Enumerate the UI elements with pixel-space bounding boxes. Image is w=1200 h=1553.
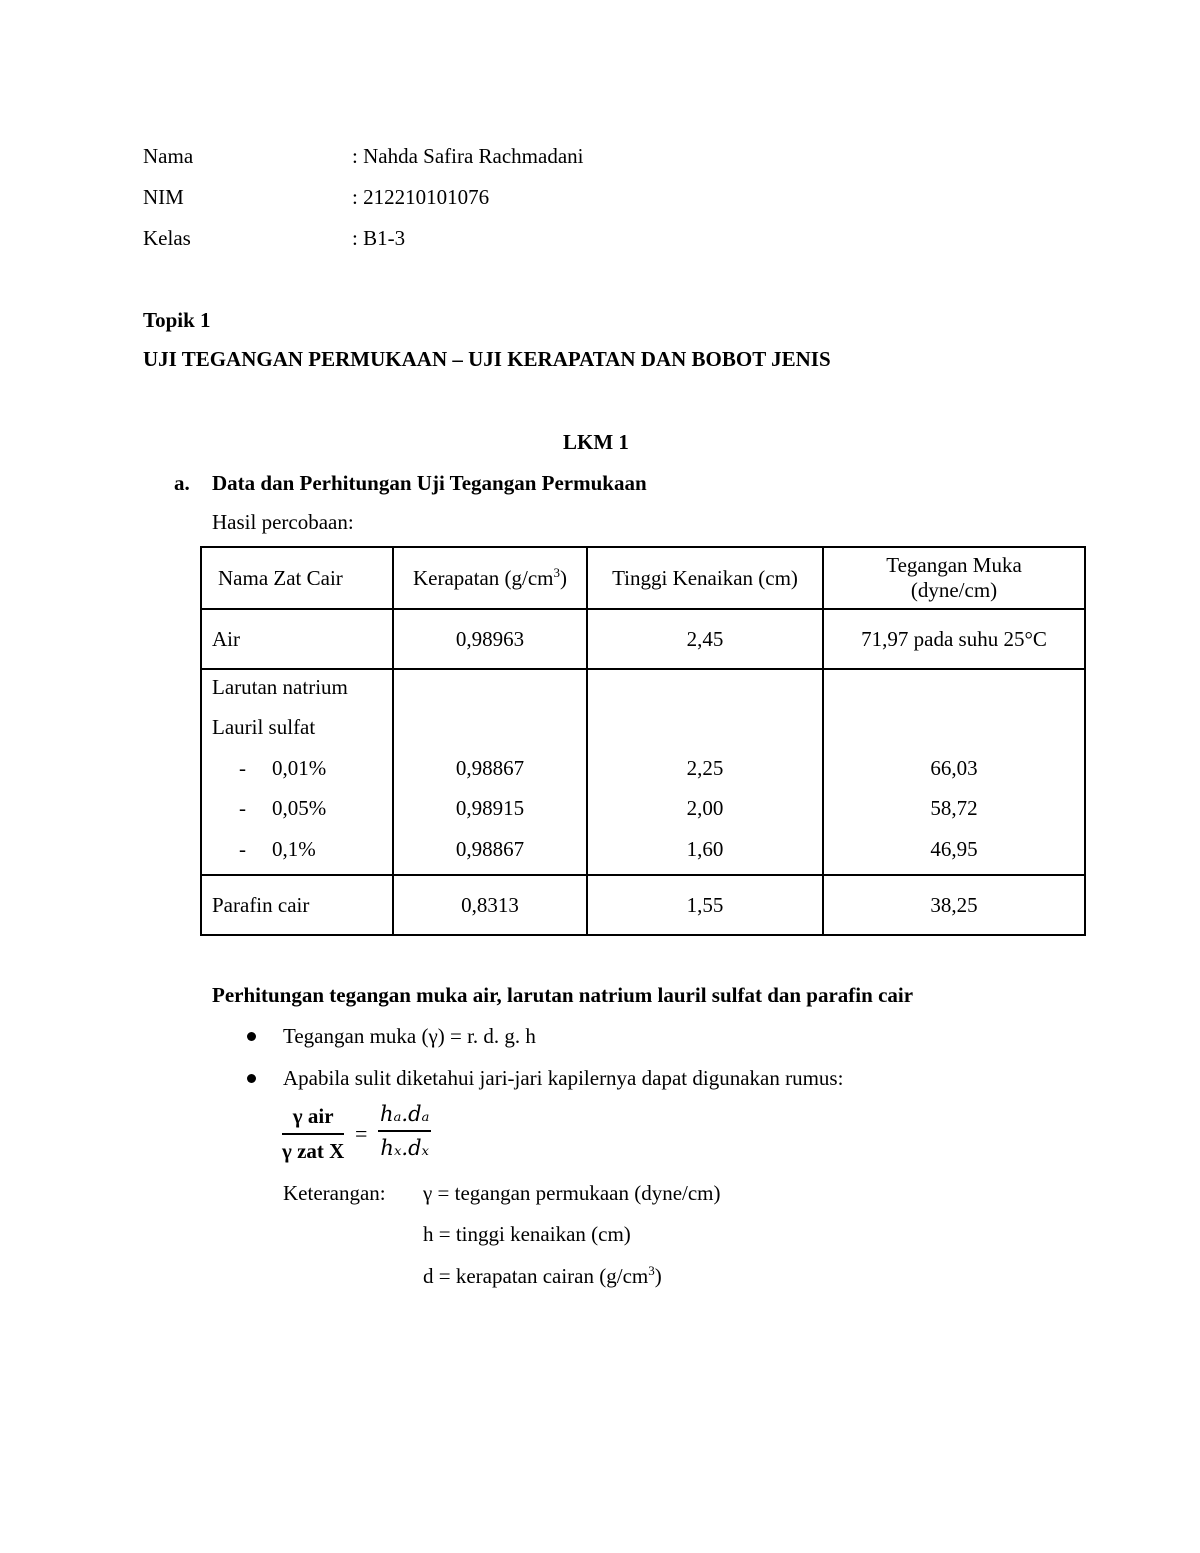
nim-value: : 212210101076 [352,185,490,209]
topic-label: Topik 1 [143,308,211,332]
table-row-parafin [201,875,1085,935]
nama-value: : Nahda Safira Rachmadani [352,144,584,168]
section-heading: Data dan Perhitungan Uji Tegangan Permukaan [212,471,647,495]
keterangan-gamma: γ = tegangan permukaan (dyne/cm) [423,1181,721,1205]
cell-density: 0,8313 [393,875,587,935]
bullet-icon [247,1074,256,1083]
fraction-h-d: $\frac{\text{hₐ.dₐ}}{\text{hₓ.dₓ}}$ [380,1102,430,1160]
kelas-label: Kelas [143,226,191,250]
cell-height: 1,55 [587,875,823,935]
formula-2-intro: Apabila sulit diketahui jari-jari kapilernya dapat digunakan rumus: [283,1066,844,1090]
formula-1: Tegangan muka (γ) = r. d. g. h [283,1024,536,1048]
table-row-nls [201,669,1085,875]
equals-sign: = [355,1121,368,1146]
table-header-row [201,547,1085,609]
keterangan-label: Keterangan: [283,1181,386,1205]
cell-name: Parafin cair [201,875,393,935]
topic-title: UJI TEGANGAN PERMUKAAN – UJI KERAPATAN DAN BOBOT JENIS [143,347,831,371]
cell-tension: 71,97 pada suhu 25°C [823,609,1085,669]
cell-density: 0,98963 [393,609,587,669]
table-row-air [201,609,1085,669]
cell-height: 2,45 [587,609,823,669]
header-tinggi-kenaikan: Tinggi Kenaikan (cm) [587,547,823,609]
cell-name: Larutan natrium Lauril sulfat - 0,01% - 0,05% - 0,1% [201,669,393,875]
cell-density: 0,98867 0,98915 0,98867 [393,669,587,875]
results-table [200,546,1086,936]
section-subtitle: Hasil percobaan: [212,510,354,534]
cell-name: Air [201,609,393,669]
cell-tension: 38,25 [823,875,1085,935]
lkm-title: LKM 1 [563,430,629,454]
fraction-gamma: γ air γ zat X [282,1104,345,1163]
cell-height: 2,25 2,00 1,60 [587,669,823,875]
header-nama-zat-cair: Nama Zat Cair [201,547,393,609]
header-kerapatan: Kerapatan $(g/cm^3)$ [393,547,587,609]
nim-label: NIM [143,185,184,209]
header-tegangan-muka: Tegangan Muka (dyne/cm) [823,547,1085,609]
keterangan-d: d = kerapatan cairan $(g/cm^3)$ [423,1263,662,1288]
bullet-icon [247,1032,256,1041]
nama-label: Nama [143,144,194,168]
calc-heading: Perhitungan tegangan muka air, larutan natrium lauril sulfat dan parafin cair [212,983,914,1007]
kelas-value: : B1-3 [352,226,406,250]
section-marker: a. [174,471,190,495]
cell-tension: 66,03 58,72 46,95 [823,669,1085,875]
keterangan-h: h = tinggi kenaikan (cm) [423,1222,631,1246]
